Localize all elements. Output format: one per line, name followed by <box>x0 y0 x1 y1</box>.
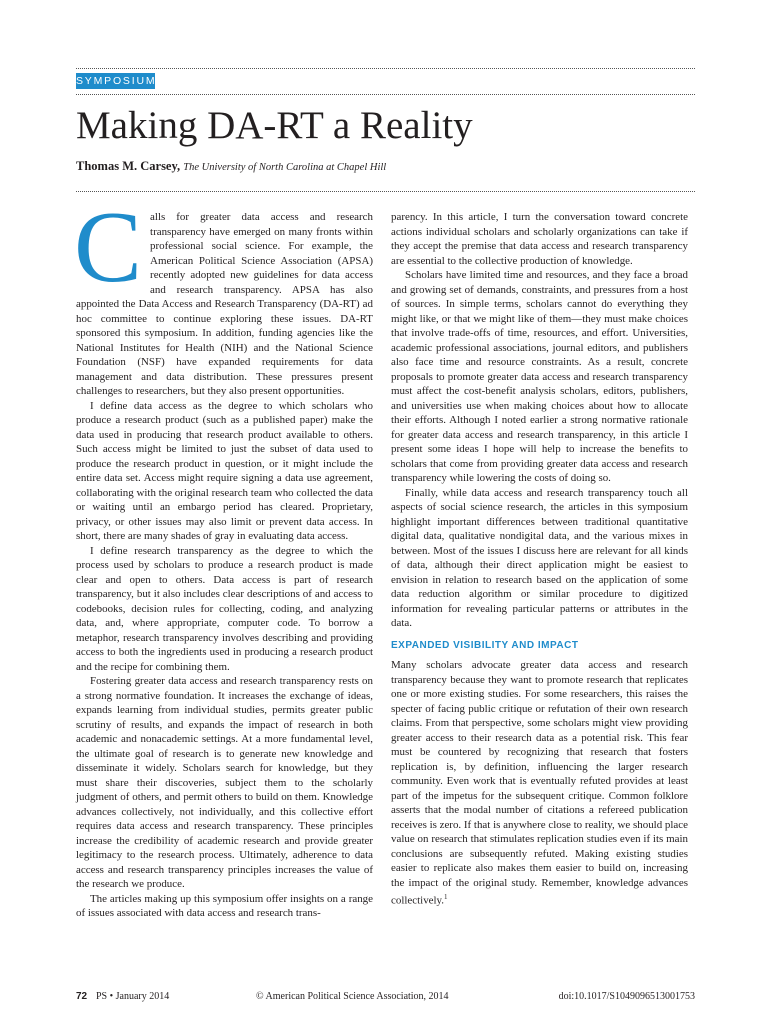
author-affiliation: The University of North Carolina at Chapel Hill <box>183 162 387 173</box>
section-rule <box>76 94 695 95</box>
left-column <box>74 191 373 921</box>
paragraph-text: alls for greater data access and research transparency have emerged on many fronts within professional social science. For example, the American Political Science Association (APSA) recently adopted new guidelines for data access and research transparency. APSA has also appointed the Data Access and Research Transparency (DA-RT) ad hoc committee to continue exploring these issues. DA-RT sponsored this symposium. In addition, funding agencies like the National Institutes for Health (NIH) and the National Science Foundation (NSF) have expanded requirements for data management and data distribution. These pressures present challenges to researchers, but they also present opportunities. <box>76 211 373 397</box>
copyright-notice: © American Political Science Association, 2014 <box>256 991 449 1002</box>
paragraph-symposium-articles: The articles making up this symposium offer insights on a range of issues associated with data access and research trans- <box>76 892 373 919</box>
paragraph-data-access: I define data access as the degree to which scholars who produce a research product (such as a published paper) make the data used in producing that research product available to others. Such access might be limited to just the subset of data used to produce the research product in question, or it might include the entire data set. Access might require signing a data use agreement, collaborating with the original research team who collected the data or waiting until an embargo period has cleared. Proprietary, privacy, or other issues may also limit or prevent data access. In short, there are many shades of gray in evaluating data access. <box>76 399 373 542</box>
paragraph-data-types: Finally, while data access and research transparency touch all aspects of social science research, the articles in this symposium highlight important differences between traditional quantitative digital data, qualitative nondigital data, and the various mixes in between. Most of the issues I discuss here are relevant for all kinds of data, although their direct application might be easiest to envision in relation to research based on the application of some data reduction algorithm or similar procedure to digitized information for revealing particular patterns or attributes in the data. <box>391 486 688 629</box>
right-column <box>391 210 688 908</box>
paragraph-intro <box>74 191 373 399</box>
section-label-badge: SYMPOSIUM <box>76 75 157 87</box>
drop-cap: C <box>74 191 143 304</box>
page-footer <box>76 989 695 1005</box>
paragraph-normative-foundation: Fostering greater data access and research transparency rests on a strong normative foundation. It increases the exchange of ideas, expands learning from individual studies, permits greater public scrutiny of results, and expands the impact of research in both academic and nonacademic settings. At a more fundamental level, the ultimate goal of research is to generate new knowledge and disseminate it widely. Scholars search for knowledge, but they must share their discoveries, subject them to the scholarly judgment of others, and permit others to build on them. Knowledge advances collectively, not individually, and this collective effort requires data access and research transparency. These principles increase the credibility of academic research and provide greater legitimacy to the research process. Ultimately, adherence to data access and research transparency principles increases the value of the research we produce. <box>76 675 373 890</box>
paragraph-continuation: parency. In this article, I turn the conversation toward concrete actions individual scholars and scholarly organizations can take if they accept the premise that data access and research transparency are essential to the collective production of knowledge. <box>391 211 688 267</box>
paragraph-text: Many scholars advocate greater data access and research transparency because they want to promote research that replicates one or more existing studies. For some researchers, this raises the specter of facing public critique or refutation of their own research claims. From that perspective, some scholars might view providing greater access to their research data as a potential risk. This fear must be countered by recognizing that research that fosters replication is, by definition, influencing the larger research community. Even work that is eventually refuted provides at least part of the impetus for the subsequent critique. Common folklore asserts that the modal number of citations a refereed publication receives is zero. If that is anywhere close to reality, we should place value on research that stimulates replication studies even if its main conclusions are subsequently refuted. Making existing studies easier to replicate also makes them easier to build on, increasing the impact of the original study. Remember, knowledge advances collectively. <box>391 659 688 907</box>
paragraph-replication <box>391 658 688 908</box>
footnote-marker[interactable]: 1 <box>444 893 448 901</box>
doi-link[interactable]: doi:10.1017/S1049096513001753 <box>558 991 695 1002</box>
article-title: Making DA-RT a Reality <box>76 104 473 147</box>
journal-issue: PS • January 2014 <box>96 991 170 1002</box>
paragraph-limited-resources: Scholars have limited time and resources, and they face a broad and growing set of demands, constraints, and pressures from a host of sources. In simple terms, scholars cannot do everything they might like, or that we might like of them—they must make choices that involve trade-offs of time, resources, and effort. Universities, academic professional associations, journal editors, and publishers also face time and resource constraints. As a result, concrete proposals to promote greater data access and research transparency must affect the cost-benefit analysis scholars, editors, publishers, and universities use when making choices about how to allocate their efforts. Although I noted earlier a strong normative rationale for greater data access and research transparency, in this article I present some ideas I hope will help to increase the benefits to scholars that come from providing greater data access and research transparency while lowering the costs of doing so. <box>391 269 688 484</box>
author-name: Thomas M. Carsey, <box>76 159 181 173</box>
paragraph-research-transparency: I define research transparency as the degree to which the process used by scholars to produce a research product is made clear and open to others. Data access is part of research transparency, but it also includes clear descriptions of and access to codebooks, decision rules for collecting, coding, and analyzing data, and, where appropriate, computer code. To borrow a metaphor, research transparency involves describing and providing access to both the ingredients used in producing a research product and the recipe for combining them. <box>76 544 373 673</box>
byline-rule <box>76 191 695 192</box>
byline <box>76 157 386 177</box>
section-heading: EXPANDED VISIBILITY AND IMPACT <box>391 639 579 651</box>
page-number: 72 <box>76 991 88 1002</box>
top-rule <box>76 68 695 69</box>
